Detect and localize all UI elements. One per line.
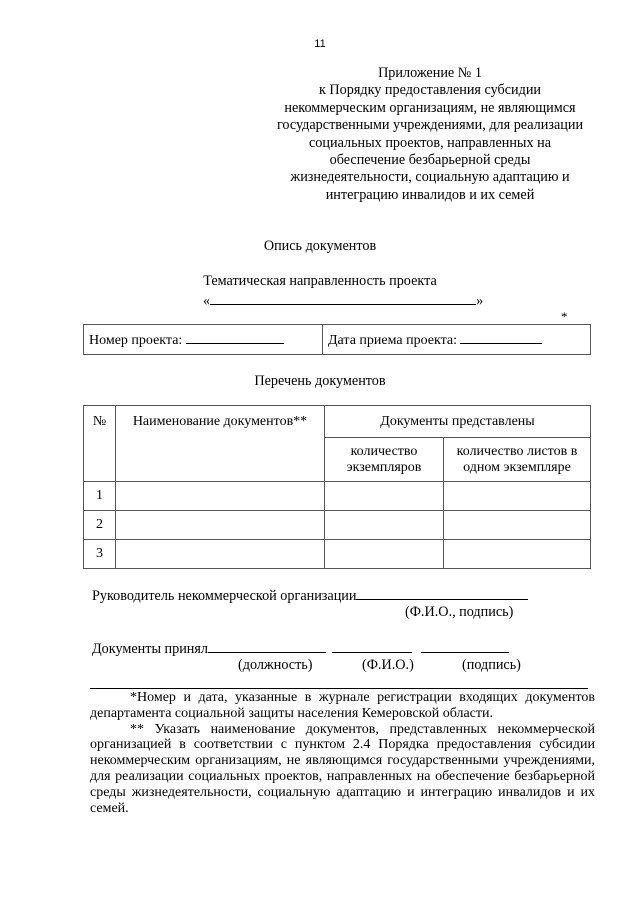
open-quote: « — [203, 293, 211, 309]
signature-caption: (подпись) — [462, 657, 521, 673]
footnotes — [90, 690, 595, 816]
accepted-field — [92, 639, 509, 658]
row-name-cell[interactable] — [116, 540, 325, 569]
footnote-documents: ** Указать наименование документов, представленных некоммерческой организацией в соответствии с пунктом 2.4 Порядка предоставления субсидии некоммерческим организациям, не являющимся государственными учреждениями, для реализации социальных проектов, направленных на обеспечение безбарьерной среды жизнедеятельности, социальную адаптацию и интеграцию инвалидов и их семей. — [90, 721, 595, 816]
direction-footnote-mark: * — [561, 309, 568, 324]
documents-title: Перечень документов — [254, 373, 386, 389]
column-copies-line: количество — [350, 443, 418, 459]
appendix-line: государственными учреждениями, для реализации — [276, 117, 584, 134]
head-signature-blank[interactable] — [356, 586, 528, 600]
appendix-line: интеграцию инвалидов и их семей — [325, 186, 535, 203]
position-caption: (должность) — [238, 657, 313, 673]
signature-blank[interactable] — [421, 639, 509, 653]
row-copies-cell[interactable] — [325, 540, 444, 569]
row-number: 3 — [84, 540, 116, 569]
documents-table — [83, 405, 591, 569]
table-row — [84, 511, 591, 540]
head-caption: (Ф.И.О., подпись) — [405, 604, 514, 620]
row-name-cell[interactable] — [116, 511, 325, 540]
column-presented-header: Документы представлены — [325, 406, 591, 438]
column-name-header: Наименование документов** — [116, 406, 325, 482]
project-date-blank[interactable] — [460, 330, 542, 344]
row-copies-cell[interactable] — [325, 511, 444, 540]
table-row — [84, 540, 591, 569]
column-sheets-header — [444, 438, 591, 482]
row-sheets-cell[interactable] — [444, 540, 591, 569]
appendix-line: некоммерческим организациям, не являющимся — [284, 99, 576, 116]
appendix-line: жизнедеятельности, социальную адаптацию и — [290, 169, 570, 186]
appendix-line: Приложение № 1 — [378, 65, 482, 81]
project-date-cell — [323, 325, 591, 355]
direction-blank-line[interactable] — [210, 291, 476, 305]
project-direction-field[interactable] — [203, 291, 483, 310]
close-quote: » — [476, 293, 484, 309]
position-blank[interactable] — [208, 639, 326, 653]
appendix-header — [240, 65, 620, 204]
row-number: 2 — [84, 511, 116, 540]
column-sheets-line: одном экземпляре — [463, 459, 571, 475]
appendix-line: к Порядку предоставления субсидии — [318, 82, 542, 99]
table-row — [84, 482, 591, 511]
name-caption: (Ф.И.О.) — [362, 657, 414, 673]
project-date-label: Дата приема проекта: — [328, 333, 457, 348]
footnote-divider — [90, 688, 588, 689]
column-copies-header — [325, 438, 444, 482]
inventory-title: Опись документов — [263, 238, 377, 254]
appendix-line: социальных проектов, направленных на — [309, 134, 551, 151]
page-number: 11 — [314, 38, 326, 50]
row-sheets-cell[interactable] — [444, 482, 591, 511]
column-number-header: № — [84, 406, 116, 482]
head-signature-field — [92, 586, 528, 605]
project-direction-label: Тематическая направленность проекта — [203, 273, 437, 289]
row-copies-cell[interactable] — [325, 482, 444, 511]
accepted-label: Документы принял — [92, 641, 208, 657]
appendix-line: обеспечение безбарьерной среды — [329, 152, 531, 169]
row-name-cell[interactable] — [116, 482, 325, 511]
project-info-table — [83, 324, 591, 355]
project-number-cell — [84, 325, 323, 355]
column-copies-line: экземпляров — [346, 459, 422, 475]
project-number-blank[interactable] — [186, 330, 284, 344]
footnote-registration: *Номер и дата, указанные в журнале регистрации входящих документов департамента социальной защиты населения Кемеровской области. — [90, 690, 595, 721]
project-number-label: Номер проекта: — [89, 333, 183, 348]
column-sheets-line: количество листов в — [456, 443, 578, 459]
row-number: 1 — [84, 482, 116, 511]
row-sheets-cell[interactable] — [444, 511, 591, 540]
head-label: Руководитель некоммерческой организации — [92, 588, 357, 604]
name-blank[interactable] — [332, 639, 412, 653]
